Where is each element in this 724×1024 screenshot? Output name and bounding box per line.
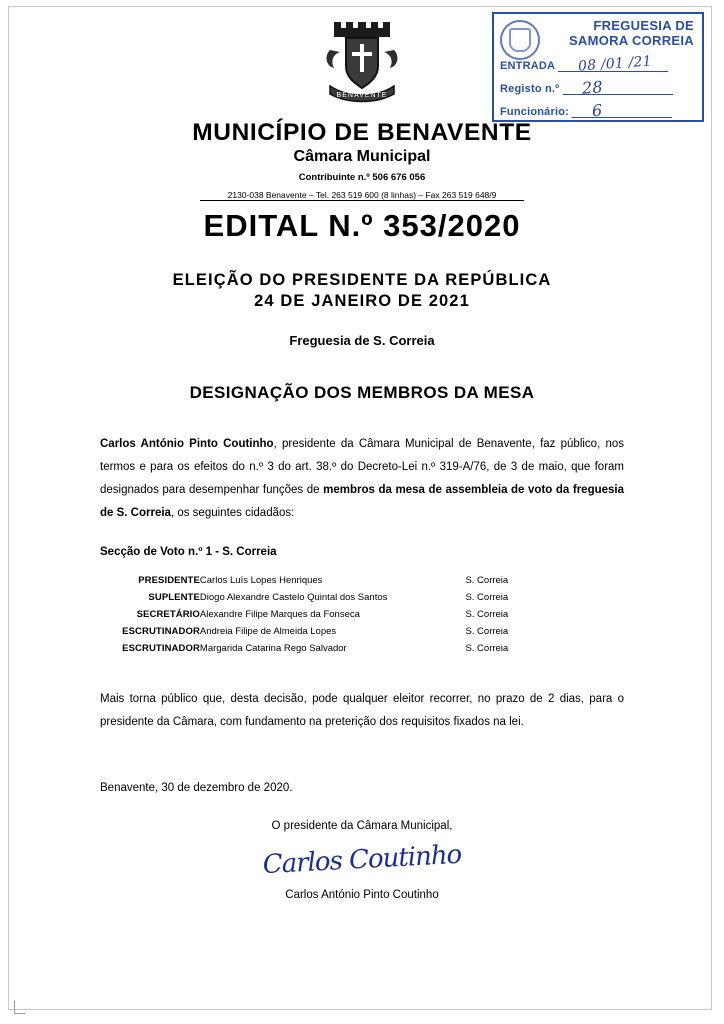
paragraph-intro-bold2: membros da mesa de assembleia de voto da freguesia de S. Correia xyxy=(100,484,625,519)
stamp-funcionario-value: 6 xyxy=(591,100,604,121)
stamp-registo-row xyxy=(500,77,700,98)
svg-text:BENAVENTE: BENAVENTE xyxy=(336,92,388,99)
paragraph-intro-text3: , os seguintes cidadãos: xyxy=(170,507,295,519)
member-role: SECRETÁRIO xyxy=(136,609,200,620)
member-role: PRESIDENTE xyxy=(138,575,200,586)
stamp-entrada-value: 08 /01 /21 xyxy=(577,53,653,75)
election-subtitle-line1: ELEIÇÃO DO PRESIDENTE DA REPÚBLICA xyxy=(172,271,552,289)
table-row xyxy=(108,572,588,589)
coat-of-arms-icon xyxy=(320,22,404,108)
scan-corner-mark xyxy=(14,1001,25,1014)
stamp-entrada-row xyxy=(500,53,700,75)
stamp-entrada-label: ENTRADA xyxy=(500,60,556,72)
member-role: ESCRUTINADOR xyxy=(122,643,200,654)
paragraph-intro-text1: , presidente da Câmara Municipal de Benavente, faz público, nos termos e para os efeitos do n.º 3 do art. 38.º do Decreto-Lei n.º 319-A/76, de 3 de maio, que foram designados para desempenhar funções de xyxy=(100,438,624,496)
members-table xyxy=(108,572,588,657)
table-row xyxy=(108,640,588,657)
member-location: S. Correia xyxy=(465,626,509,637)
member-name: Margarida Catarina Rego Salvador xyxy=(199,643,347,654)
municipality-name: MUNICÍPIO DE BENAVENTE xyxy=(192,119,532,146)
member-location: S. Correia xyxy=(465,643,509,654)
parish-seal-icon xyxy=(500,20,540,60)
place-and-date: Benavente, 30 de dezembro de 2020. xyxy=(100,782,293,794)
table-row xyxy=(108,589,588,606)
council-name: Câmara Municipal xyxy=(293,148,431,165)
letterhead xyxy=(0,120,724,200)
parish-label: Freguesia de S. Correia xyxy=(289,333,435,348)
member-location: S. Correia xyxy=(465,609,509,620)
handwritten-signature: Carlos Coutinho xyxy=(262,839,462,881)
stamp-title-line1: FREGUESIA DE xyxy=(593,18,694,33)
header-divider xyxy=(200,200,524,201)
stamp-title-line2: SAMORA CORREIA xyxy=(568,33,694,48)
election-subtitle-line2: 24 DE JANEIRO DE 2021 xyxy=(254,292,470,310)
reception-stamp xyxy=(492,12,704,122)
stamp-registo-label: Registo n.º xyxy=(500,83,560,95)
table-row xyxy=(108,623,588,640)
section-title: Secção de Voto n.º 1 - S. Correia xyxy=(100,546,277,558)
member-name: Andreia Filipe de Almeida Lopes xyxy=(199,626,337,637)
member-name: Diogo Alexandre Castelo Quintal dos Santos xyxy=(199,592,388,603)
election-subtitle xyxy=(0,270,724,312)
table-row xyxy=(108,606,588,623)
paragraph-intro xyxy=(100,433,624,525)
taxpayer-number: Contribuinte n.º 506 676 056 xyxy=(298,172,426,183)
signatory-name: Carlos António Pinto Coutinho xyxy=(285,889,439,901)
page-title: EDITAL N.º 353/2020 xyxy=(203,208,521,243)
subject-heading: DESIGNAÇÃO DOS MEMBROS DA MESA xyxy=(189,383,535,402)
member-location: S. Correia xyxy=(465,592,509,603)
paragraph-appeal: Mais torna público que, desta decisão, pode qualquer eleitor recorrer, no prazo de 2 dias, para o presidente da Câmara, com fundamento na preterição dos requisitos fixados na lei. xyxy=(100,693,624,728)
address-line: 2130-038 Benavente – Tel. 263 519 600 (8 linhas) – Fax 263 519 648/9 xyxy=(227,190,497,200)
member-name: Alexandre Filipe Marques da Fonseca xyxy=(199,609,360,620)
stamp-funcionario-label: Funcionário: xyxy=(500,106,570,118)
member-name: Carlos Luís Lopes Henriques xyxy=(199,575,323,586)
signature-role: O presidente da Câmara Municipal, xyxy=(271,820,453,832)
member-role: SUPLENTE xyxy=(148,592,200,603)
stamp-registo-value: 28 xyxy=(581,77,604,98)
president-name-inline: Carlos António Pinto Coutinho xyxy=(100,438,274,450)
member-location: S. Correia xyxy=(465,575,509,586)
stamp-funcionario-row xyxy=(500,100,700,121)
member-role: ESCRUTINADOR xyxy=(122,626,200,637)
